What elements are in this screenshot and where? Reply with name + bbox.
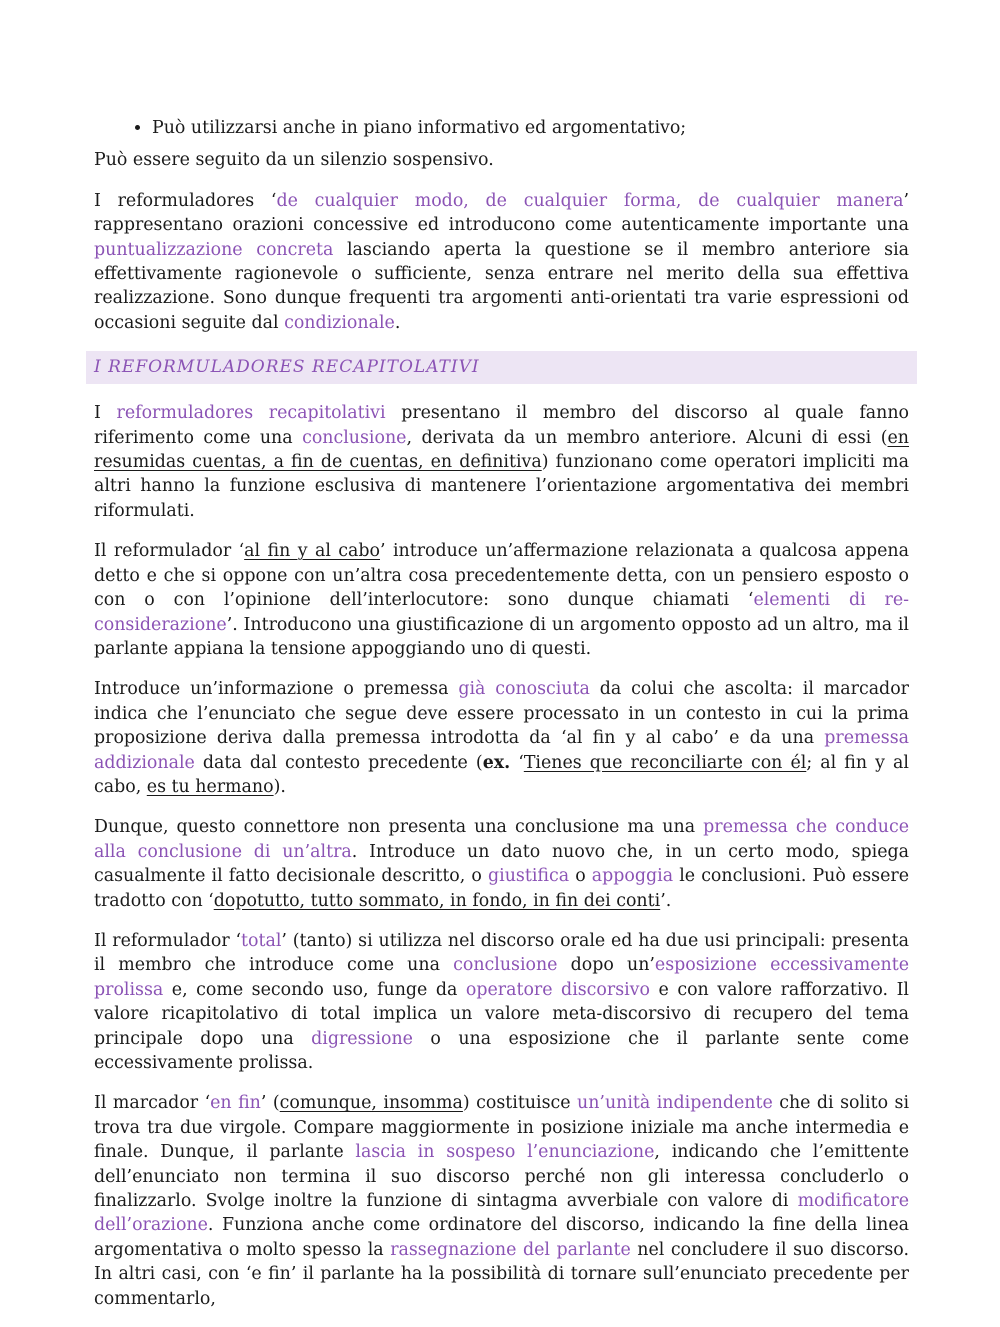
highlighted-term: digressione xyxy=(311,1028,413,1049)
paragraph: I reformuladores ‘de cualquier modo, de cualquier forma, de cualquier manera’ rappresentano orazioni concessive ed introducono come autenticamente importante una puntualizzazione concreta lasciando aperta la questione se il membro anteriore sia effettivamente ragionevole o sufficiente, senza entrare nel merito della sua effettiva realizzazione. Sono dunque frequenti tra argomenti anti-orientati tra varie espressioni od occasioni seguite dal condizionale. xyxy=(94,190,910,333)
document-page xyxy=(94,112,909,1327)
paragraph: Introduce un’informazione o premessa già conosciuta da colui che ascolta: il marcador indica che l’enunciato che segue deve essere processato in un contesto in cui la prima proposizione deriva dalla premessa introdotta da ‘al fin y al cabo’ e da una premessa addizionale data dal contesto precedente (ex. ‘Tienes que reconciliarte con él; al fin y al cabo, es tu hermano). xyxy=(94,679,909,797)
highlighted-term: de cualquier modo, de cualquier forma, de cualquier manera xyxy=(276,190,904,211)
highlighted-term: total xyxy=(241,930,282,951)
paragraph: Dunque, questo connettore non presenta una conclusione ma una premessa che conduce alla conclusione di un’altra. Introduce un dato nuovo che, in un certo modo, spiega casualmente il fatto decisionale descritto, o giustifica o appoggia le conclusioni. Può essere tradotto con ‘dopotutto, tutto sommato, in fondo, in fin dei conti’. xyxy=(94,817,909,911)
highlighted-term: en fin xyxy=(210,1093,261,1114)
highlighted-term: puntualizzazione concreta xyxy=(94,239,334,260)
underlined-example: dopotutto, tutto sommato, in fondo, in fin dei conti xyxy=(213,890,661,911)
highlighted-term: conclusione xyxy=(302,427,407,448)
bullet-list xyxy=(94,116,909,140)
highlighted-term: premessa che conduce alla conclusione di un’altra xyxy=(94,817,909,862)
paragraph: Il reformulador ‘al fin y al cabo’ introduce un’affermazione relazionata a qualcosa appena detto e che si oppone con un’altra cosa precedentemente detta, con un pensiero esposto o con o con l’opinione dell’interlocutore: sono dunque chiamati ‘elementi di re-considerazione’. Introducono una giustificazione di un argomento opposto ad un altro, ma il parlante appiana la tensione appoggiando uno di questi. xyxy=(94,541,909,659)
underlined-example: Tienes que reconciliarte con él xyxy=(523,752,807,773)
section-heading: I REFORMULADORES RECAPITOLATIVI xyxy=(86,351,917,384)
highlighted-term: premessa addizionale xyxy=(94,728,909,773)
highlighted-term: condizionale xyxy=(284,312,395,333)
highlighted-term: esposizione eccessivamente prolissa xyxy=(94,955,909,1000)
underlined-example: es tu hermano xyxy=(146,776,274,797)
underlined-example: comunque, insomma xyxy=(279,1093,463,1114)
list-item: • Può utilizzarsi anche in piano informativo ed argomentativo; xyxy=(152,116,909,140)
highlighted-term: operatore discorsivo xyxy=(465,979,650,1000)
highlighted-term: reformuladores recapitolativi xyxy=(116,403,386,424)
underlined-example: en resumidas cuentas, a fin de cuentas, en definitiva xyxy=(94,427,909,473)
underlined-example: al fin y al cabo xyxy=(244,541,380,562)
highlighted-term: un’unità indipendente xyxy=(577,1093,773,1114)
paragraph: Il reformulador ‘total’ (tanto) si utilizza nel discorso orale ed ha due usi principali: presenta il membro che introduce come una conclusione dopo un’esposizione eccessivamente prolissa e, come secondo uso, funge da operatore discorsivo e con valore rafforzativo. Il valore ricapitolativo di total implica un valore meta-discorsivo di recupero del tema principale dopo una digressione o una esposizione che il parlante sente come eccessivamente prolissa. xyxy=(94,930,910,1073)
bold-label: ex. xyxy=(482,752,511,773)
highlighted-term: elementi di re-considerazione xyxy=(94,590,909,635)
highlighted-term: lascia in sospeso l’enunciazione xyxy=(355,1142,655,1163)
highlighted-term: conclusione xyxy=(453,955,558,976)
paragraph: Il marcador ‘en fin’ (comunque, insomma) costituisce un’unità indipendente che di solito si trova tra due virgole. Compare maggiormente in posizione iniziale ma anche intermedia e finale. Dunque, il parlante lascia in sospeso l’enunciazione, indicando che l’emittente dell’enunciato non termina il suo discorso perché non gli interessa concluderlo o finalizzarlo. Svolge inoltre la funzione di sintagma avverbiale con valore di modificatore dell’orazione. Funziona anche come ordinatore del discorso, indicando la fine della linea argomentativa o molto spesso la rassegnazione del parlante nel concludere il suo discorso. In altri casi, con ‘e fin’ il parlante ha la possibilità di tornare sull’enunciato precedente per commentarlo, xyxy=(94,1093,910,1309)
highlighted-term: già conosciuta xyxy=(458,679,590,700)
highlighted-term: modificatore dell’orazione xyxy=(94,1191,909,1236)
highlighted-term: appoggia xyxy=(591,866,674,887)
paragraph: I reformuladores recapitolativi presentano il membro del discorso al quale fanno riferimento come una conclusione, derivata da un membro anteriore. Alcuni di essi (en resumidas cuentas, a fin de cuentas, en definitiva) funzionano come operatori impliciti ma altri hanno la funzione esclusiva di mantenere l’orientazione argomentativa dei membri riformulati. xyxy=(94,403,910,521)
highlighted-term: rassegnazione del parlante xyxy=(390,1239,631,1260)
highlighted-term: giustifica xyxy=(488,866,570,887)
paragraph: Può essere seguito da un silenzio sospensivo. xyxy=(94,150,494,171)
